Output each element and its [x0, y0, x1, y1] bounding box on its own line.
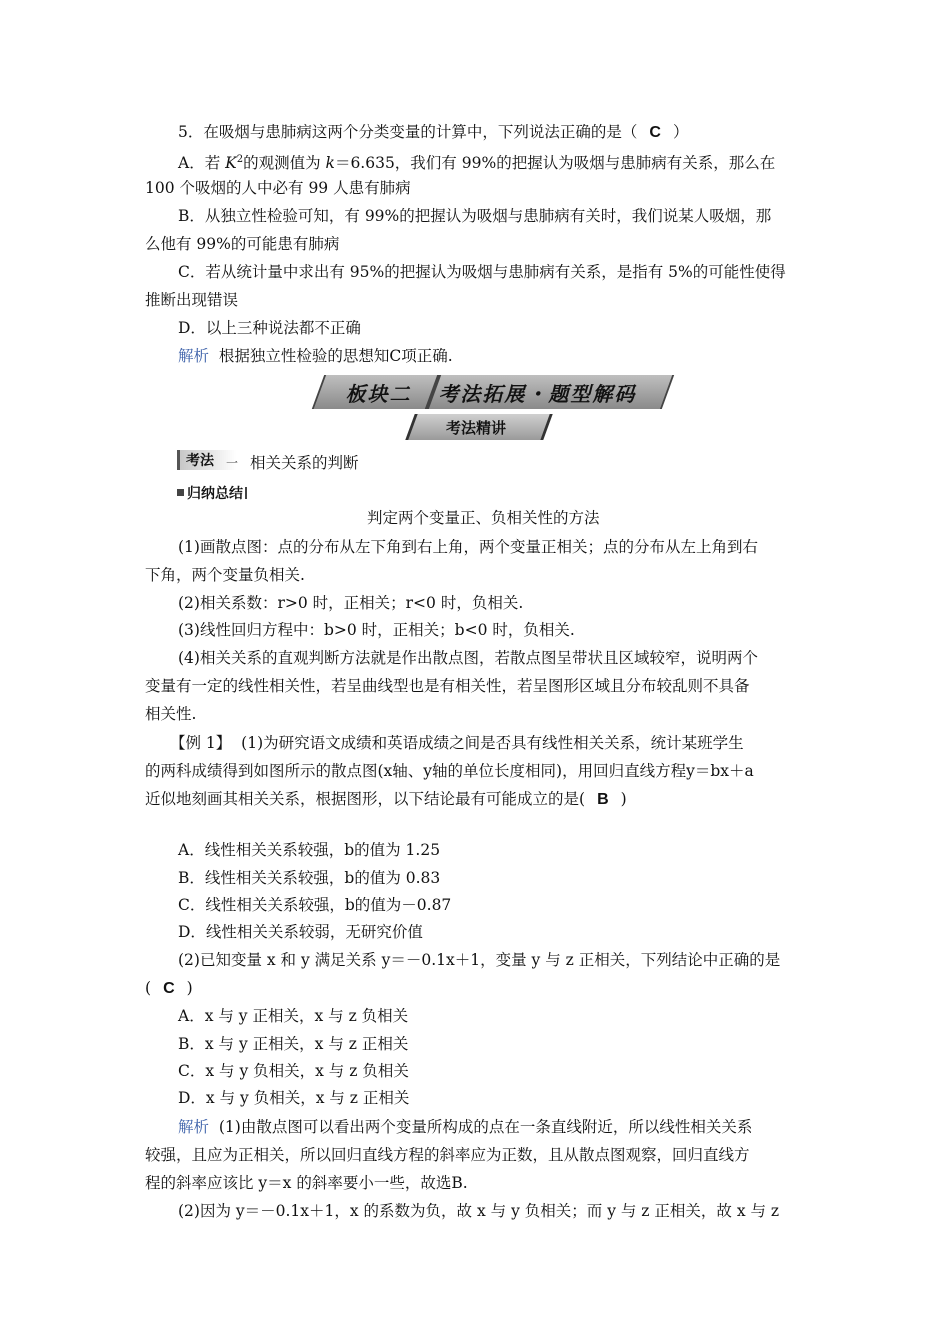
- ex1-part2-option-a: A．x 与 y 正相关，x 与 z 负相关: [178, 1007, 409, 1025]
- example-1-answer: B: [597, 791, 609, 808]
- ex1-explanation-2: 较强，且应为正相关，所以回归直线方程的斜率应为正数，且从散点图观察，回归直线方: [145, 1146, 750, 1164]
- ex1-part2-option-c: C．x 与 y 负相关，x 与 z 负相关: [178, 1062, 409, 1080]
- q5-option-a: A．若 $K^2$的观测值为 k＝6.635，我们有 99%的把握认为吸烟与患肺病有关系，那么在: [178, 154, 776, 173]
- kaofa-tag: 考法 一: [177, 450, 236, 470]
- banner-right: 考法拓展・题型解码: [438, 382, 637, 406]
- q5-explanation: 解析 根据独立性检验的思想知C项正确.: [178, 347, 453, 365]
- explanation-label: 解析: [178, 347, 210, 365]
- sub-banner: 考法精讲: [410, 414, 542, 440]
- q5-stem: 5．在吸烟与患肺病这两个分类变量的计算中，下列说法正确的是（ C ）: [178, 123, 689, 141]
- ex1-option-c: C．线性相关关系较强，b的值为－0.87: [178, 896, 452, 914]
- example-label: 【例 1】: [170, 734, 232, 752]
- method-1-cont: 下角，两个变量负相关.: [145, 566, 305, 584]
- ex1-part2-option-b: B．x 与 y 正相关，x 与 z 正相关: [178, 1035, 409, 1053]
- ex1-explanation-1: 解析 (1)由散点图可以看出两个变量所构成的点在一条直线附近，所以线性相关关系: [178, 1118, 753, 1136]
- ex1-part-2-answer-line: ( C ): [145, 979, 193, 997]
- ex1-option-b: B．线性相关关系较强，b的值为 0.83: [178, 869, 441, 887]
- example-1-part-2-answer: C: [163, 980, 175, 997]
- ex1-explanation-4: (2)因为 y＝－0.1x＋1，x 的系数为负，故 x 与 y 负相关；而 y 与 z 正相关，故 x 与 z: [178, 1202, 780, 1220]
- method-2: (2)相关系数：r>0 时，正相关；r<0 时，负相关.: [178, 594, 524, 612]
- example-1-line-3: 近似地刻画其相关关系，根据图形，以下结论最有可能成立的是( B ): [145, 790, 627, 808]
- ex1-option-d: D．线性相关关系较弱，无研究价值: [178, 923, 423, 941]
- q5-option-c: C．若从统计量中求出有 95%的把握认为吸烟与患肺病有关系，是指有 5%的可能性使得: [178, 263, 786, 281]
- q5-answer: C: [649, 124, 661, 141]
- banner-left: 板块二: [345, 382, 412, 406]
- ex1-option-a: A．线性相关关系较强，b的值为 1.25: [178, 841, 441, 859]
- example-1-line-2: 的两科成绩得到如图所示的散点图(x轴、y轴的单位长度相同)，用回归直线方程y＝bx＋a: [145, 762, 754, 780]
- ex1-part2-option-d: D．x 与 y 负相关，x 与 z 正相关: [178, 1089, 410, 1107]
- method-title: 判定两个变量正、负相关性的方法: [367, 509, 600, 527]
- q5-option-c-cont: 推断出现错误: [145, 291, 239, 309]
- method-3: (3)线性回归方程中：b>0 时，正相关；b<0 时，负相关.: [178, 621, 575, 639]
- example-1-line-1: 【例 1】 (1)为研究语文成绩和英语成绩之间是否具有线性相关关系，统计某班学生: [170, 734, 744, 752]
- summary-label: 归纳总结: [177, 483, 247, 503]
- q5-option-b-cont: 么他有 99%的可能患有肺病: [145, 235, 340, 253]
- explanation-label-2: 解析: [178, 1118, 210, 1136]
- q5-option-d: D．以上三种说法都不正确: [178, 319, 361, 337]
- method-4-cont: 变量有一定的线性相关性，若呈曲线型也是有相关性，若呈图形区域且分布较乱则不具备: [145, 677, 750, 695]
- kaofa-title: 相关关系的判断: [250, 454, 359, 472]
- method-4: (4)相关关系的直观判断方法就是作出散点图，若散点图呈带状且区域较窄，说明两个: [178, 649, 758, 667]
- ex1-part-2: (2)已知变量 x 和 y 满足关系 y＝－0.1x＋1，变量 y 与 z 正相关，下列结论中正确的是: [178, 951, 781, 969]
- method-1: (1)画散点图：点的分布从左下角到右上角，两个变量正相关；点的分布从左上角到右: [178, 538, 758, 556]
- q5-option-b: B．从独立性检验可知，有 99%的把握认为吸烟与患肺病有关时，我们说某人吸烟，那: [178, 207, 772, 225]
- ex1-explanation-3: 程的斜率应该比 y＝x 的斜率要小一些，故选B.: [145, 1174, 468, 1192]
- section-banner: [318, 375, 664, 409]
- q5-option-a-cont: 100 个吸烟的人中必有 99 人患有肺病: [145, 179, 411, 197]
- method-4-end: 相关性.: [145, 705, 197, 723]
